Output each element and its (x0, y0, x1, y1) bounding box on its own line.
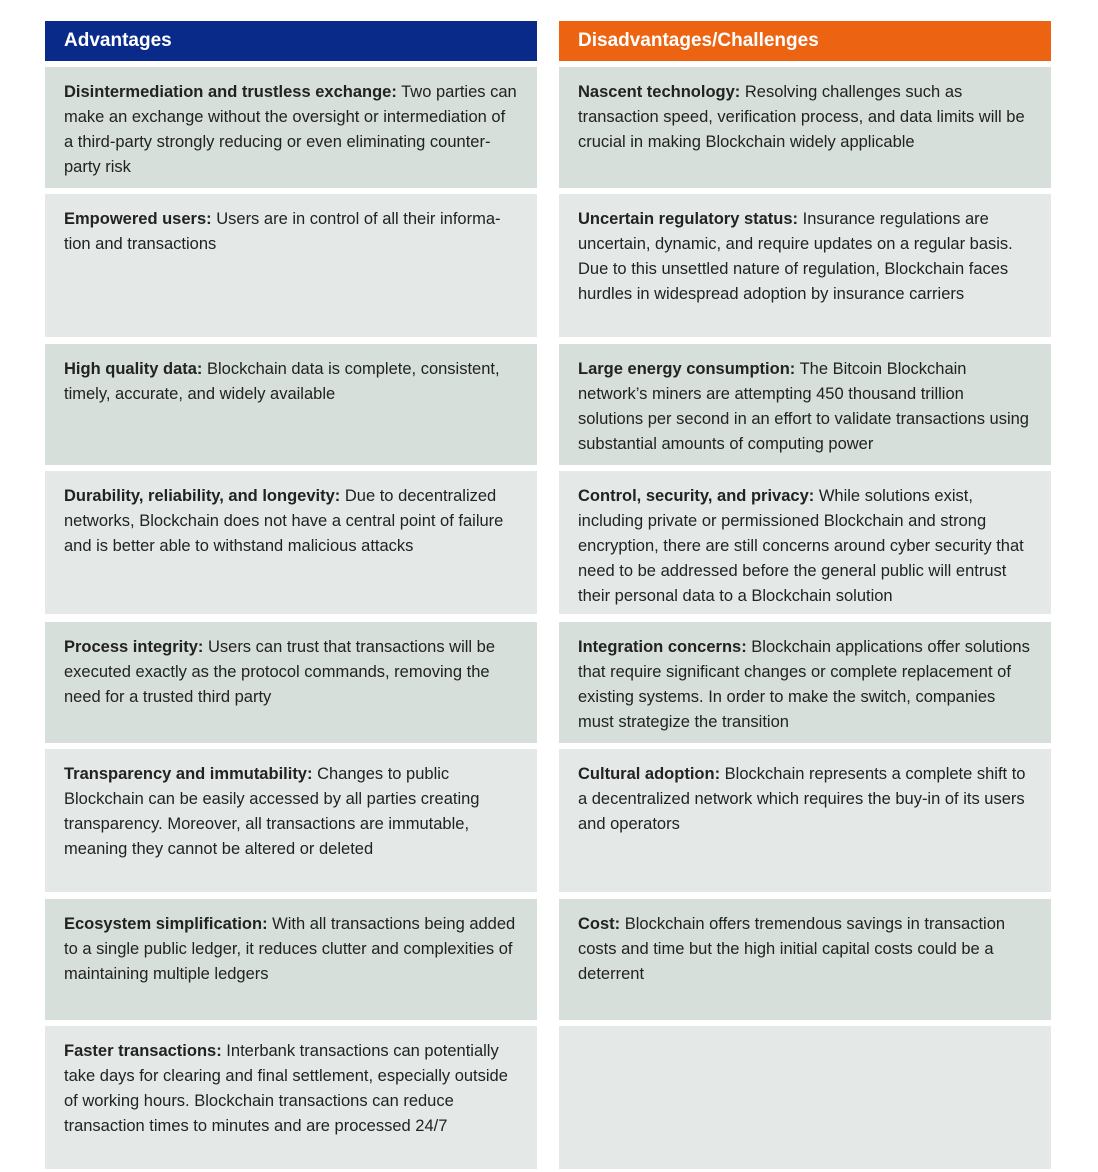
cell-title: Nascent technology: (578, 83, 741, 101)
cell-text: Interbank transactions can potentially take days for clearing and final settlement, especially outside of working hours. Blockchain transactions can reduce transaction times to minutes and are processed 24/7 (64, 1042, 508, 1135)
advantage-cell (45, 749, 537, 892)
cell-title: Process integrity: (64, 638, 204, 656)
advantage-cell (45, 471, 537, 614)
disadvantages-column (559, 21, 1051, 983)
disadvantage-cell (559, 67, 1051, 188)
cell-text: The Bitcoin Blockchain network’s miners are attempting 450 thousand trillion solutions per second in an effort to validate transactions using substantial amounts of computing power (578, 360, 1029, 453)
advantage-cell (45, 344, 537, 465)
cell-text: Insurance regulations are uncertain, dynamic, and require updates on a regular basis. Due to this unsettled nature of regulation, Blockchain faces hurdles in widespread adoption by insurance carriers (578, 210, 1013, 303)
disadvantage-cell (559, 344, 1051, 465)
cell-text: Blockchain applications offer solutions that require significant changes or complete replacement of existing systems. In order to make the switch, companies must strategize the transition (578, 638, 1030, 731)
cell-text: While solutions exist, including private or permissioned Blockchain and strong encryption, there are still concerns around cyber security that need to be addressed before the general public will entrust their personal data to a Blockchain solution (578, 487, 1024, 605)
cell-title: High quality data: (64, 360, 203, 378)
advantage-cell (45, 1026, 537, 1169)
cell-text: Due to decentralized networks, Blockchain does not have a central point of failure and is better able to withstand malicious attacks (64, 487, 504, 555)
cell-text: Blockchain data is complete, consistent, timely, accurate, and widely available (64, 360, 500, 403)
cell-title: Uncertain regulatory status: (578, 210, 799, 228)
disadvantage-cell-empty (559, 1026, 1051, 1169)
cell-text: Users can trust that transactions will be executed exactly as the protocol commands, removing the need for a trusted third party (64, 638, 496, 706)
cell-title: Faster transactions: (64, 1042, 222, 1060)
cell-text: Changes to public Blockchain can be easily accessed by all parties creating transparency. Moreover, all transactions are immutable, meaning they cannot be altered or deleted (64, 765, 480, 858)
cell-title: Integration concerns: (578, 638, 747, 656)
cell-text: Resolving challenges such as transaction speed, verification process, and data limits will be crucial in making Blockchain widely applicable (578, 83, 1025, 151)
cell-title: Control, security, and privacy: (578, 487, 815, 505)
disadvantages-header: Disadvantages/Challenges (559, 21, 1051, 61)
cell-title: Empowered users: (64, 210, 212, 228)
advantages-column (45, 21, 537, 1135)
cell-text: Blockchain offers tremendous savings in transaction costs and time but the high initial capital costs could be a deterrent (578, 915, 1006, 983)
disadvantage-cell (559, 749, 1051, 892)
cell-text: Blockchain represents a complete shift to a decentralized network which requires the buy-in of its users and operators (578, 765, 1026, 833)
advantage-cell (45, 194, 537, 337)
cell-title: Durability, reliability, and longevity: (64, 487, 341, 505)
cell-title: Disintermediation and trustless exchange: (64, 83, 397, 101)
cell-text: Users are in control of all their informa-tion and transactions (64, 210, 501, 253)
advantages-header: Advantages (45, 21, 537, 61)
disadvantage-cell (559, 899, 1051, 1020)
cell-title: Cultural adoption: (578, 765, 721, 783)
cell-title: Transparency and immutability: (64, 765, 313, 783)
cell-title: Large energy consumption: (578, 360, 796, 378)
cell-text: Two parties can make an exchange without the oversight or intermediation of a third-party strongly reducing or even eliminating counter-party risk (64, 83, 517, 176)
cell-text: With all transactions being added to a single public ledger, it reduces clutter and complexities of maintaining multiple ledgers (64, 915, 516, 983)
advantage-cell (45, 622, 537, 743)
cell-title: Cost: (578, 915, 621, 933)
advantage-cell (45, 67, 537, 188)
disadvantage-cell (559, 622, 1051, 743)
advantage-cell (45, 899, 537, 1020)
disadvantage-cell (559, 471, 1051, 614)
cell-title: Ecosystem simplification: (64, 915, 268, 933)
disadvantage-cell (559, 194, 1051, 337)
